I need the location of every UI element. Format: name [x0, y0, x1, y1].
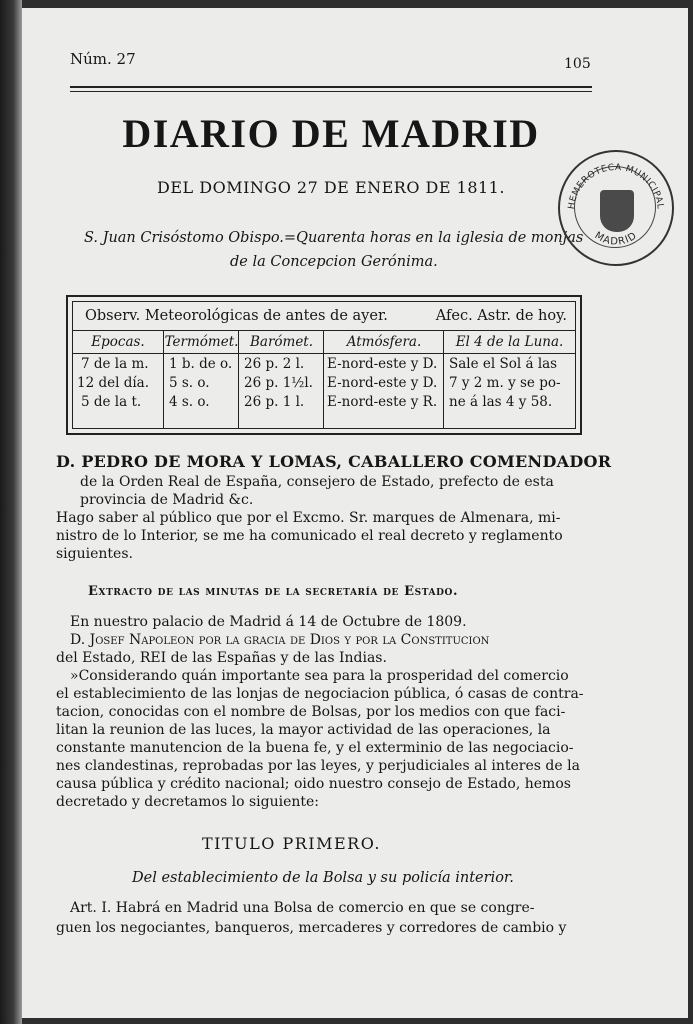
section-title: TITULO PRIMERO.: [202, 834, 381, 853]
table-cell: 12 del día.: [77, 375, 150, 391]
body-line: el establecimiento de las lonjas de negociacion pública, ó casas de contra-: [56, 686, 584, 702]
body-line: causa pública y crédito nacional; oido nuestro consejo de Estado, hemos: [56, 776, 571, 792]
weather-table-body: [73, 354, 575, 428]
body-line: »Considerando quán importante sea para la prosperidad del comercio: [70, 668, 569, 684]
body-line: constante manutencion de la buena fe, y el exterminio de las negociacio-: [56, 740, 574, 756]
top-rule: [70, 86, 592, 88]
col-atmosfera: Atmósfera.: [346, 334, 422, 350]
moon-line: 7 y 2 m. y se po-: [449, 375, 561, 391]
dateline: DEL DOMINGO 27 DE ENERO DE 1811.: [157, 178, 505, 197]
table-cell: 26 p. 1 l.: [244, 394, 305, 410]
saint-line-2: de la Concepcion Gerónima.: [230, 254, 438, 270]
decree-line: nistro de lo Interior, se me ha comunicado el real decreto y reglamento: [56, 528, 563, 544]
astro-title: Afec. Astr. de hoy.: [435, 308, 567, 324]
table-cell: E-nord-este y R.: [327, 394, 438, 410]
weather-table: [66, 295, 582, 435]
palace-line: D. Josef Napoleon por la gracia de Dios y por la Constitucion: [70, 632, 490, 648]
table-cell: E-nord-este y D.: [327, 375, 438, 391]
weather-title: Observ. Meteorológicas de antes de ayer.: [85, 308, 388, 324]
table-cell: 5 s. o.: [169, 375, 210, 391]
col-epocas: Epocas.: [91, 334, 145, 350]
col-termometro: Termómet.: [164, 334, 239, 350]
saint-line-1: S. Juan Crisóstomo Obispo.=Quarenta horas en la iglesia de monjas: [84, 230, 584, 246]
binding-gutter: [0, 0, 22, 1024]
table-cell: 7 de la m.: [81, 356, 149, 372]
weather-column-headers: [73, 331, 575, 354]
extract-title: Extracto de las minutas de la secretaría de Estado.: [88, 584, 459, 599]
svg-text:MADRID: MADRID: [592, 230, 640, 248]
body-line: tacion, conocidas con el nombre de Bolsas, por los medios con que faci-: [56, 704, 566, 720]
col-luna: El 4 de la Luna.: [455, 334, 564, 350]
table-cell: 26 p. 1½l.: [244, 375, 313, 391]
col-barometro: Barómet.: [249, 334, 314, 350]
table-cell: 26 p. 2 l.: [244, 356, 305, 372]
article-line: guen los negociantes, banqueros, mercaderes y corredores de cambio y: [56, 920, 567, 936]
table-cell: 1 b. de o.: [169, 356, 233, 372]
table-cell: 5 de la t.: [81, 394, 142, 410]
body-line: decretado y decretamos lo siguiente:: [56, 794, 320, 810]
article-line: Art. I. Habrá en Madrid una Bolsa de comercio en que se congre-: [70, 900, 535, 916]
decree-heading: D. PEDRO DE MORA Y LOMAS, CABALLERO COMENDADOR: [56, 452, 612, 471]
body-line: litan la reunion de las luces, la mayor actividad de las operaciones, la: [56, 722, 551, 738]
decree-line: de la Orden Real de España, consejero de Estado, prefecto de esta: [80, 474, 554, 490]
masthead-title: DIARIO DE MADRID: [122, 111, 540, 156]
table-cell: 4 s. o.: [169, 394, 210, 410]
stamp-lettering: [560, 152, 672, 264]
library-stamp: [558, 150, 674, 266]
newspaper-page: [22, 8, 688, 1018]
top-rule-thin: [70, 91, 592, 92]
body-line: nes clandestinas, reprobadas por las leyes, y perjudiciales al interes de la: [56, 758, 580, 774]
palace-line: del Estado, REI de las Españas y de las Indias.: [56, 650, 387, 666]
decree-line: provincia de Madrid &c.: [80, 492, 254, 508]
moon-line: ne á las 4 y 58.: [449, 394, 553, 410]
svg-text:HEMEROTECA MUNICIPAL: HEMEROTECA MUNICIPAL: [566, 162, 665, 210]
moon-line: Sale el Sol á las: [449, 356, 558, 372]
weather-table-header: [73, 302, 575, 331]
palace-line: En nuestro palacio de Madrid á 14 de Octubre de 1809.: [70, 614, 467, 630]
table-cell: E-nord-este y D.: [327, 356, 438, 372]
page-number: 105: [564, 56, 591, 72]
section-subtitle: Del establecimiento de la Bolsa y su policía interior.: [132, 870, 514, 886]
decree-line: Hago saber al público que por el Excmo. Sr. marques de Almenara, mi-: [56, 510, 561, 526]
issue-number: Núm. 27: [70, 50, 136, 68]
decree-line: siguientes.: [56, 546, 133, 562]
